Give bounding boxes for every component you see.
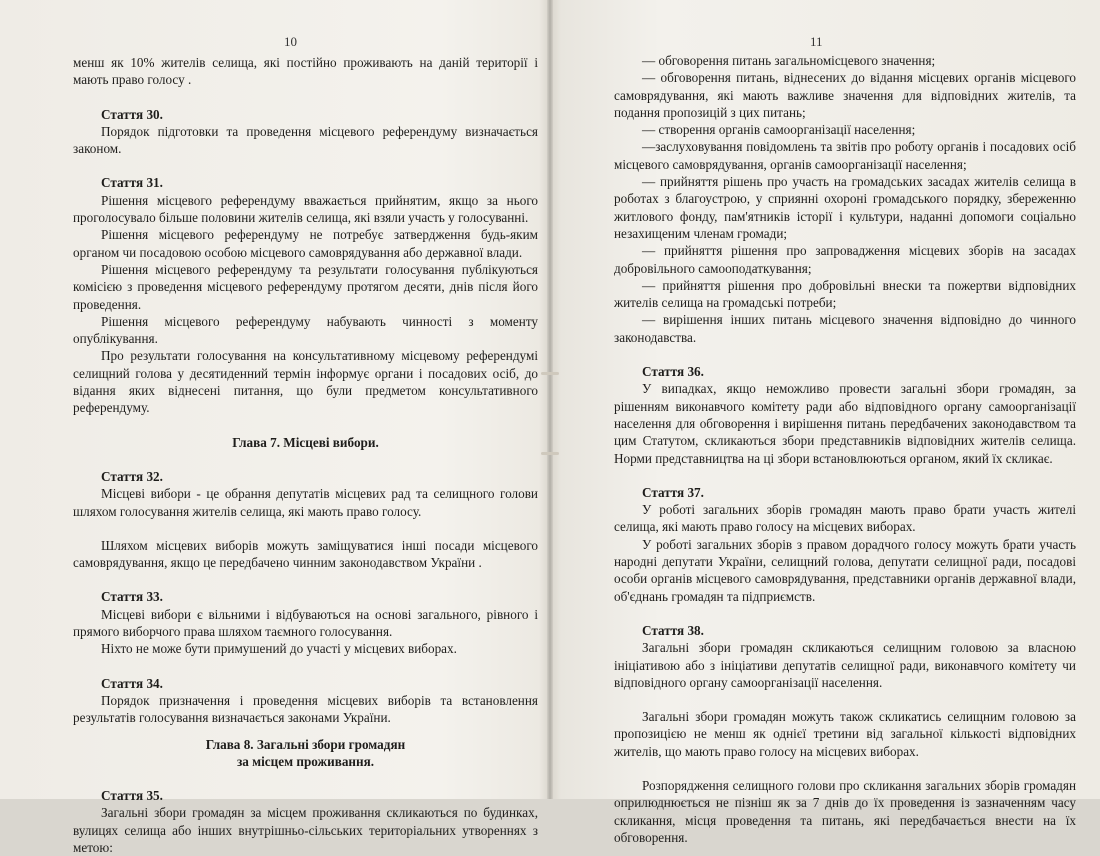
body-paragraph: Про результати голосування на консультативному місцевому референдумі селищний голова у десятиденний термін інформує органи і посадових осіб, до відання яких віднесені питання, що були предметом консультативного референдуму.: [73, 348, 538, 416]
body-paragraph: Рішення місцевого референдуму та результати голосування публікуються комісією з проведення місцевого референдуму протягом десяти, днів після його проведення.: [73, 261, 538, 312]
paragraph-spacer: [73, 157, 538, 174]
body-paragraph: Загальні збори громадян за місцем проживання скликаються по будинках, вулицях селища або інших внутрішньо-сільських територіальних утвореннях з метою:: [73, 805, 538, 855]
left-page: [0, 0, 550, 855]
article-heading: Стаття 32.: [101, 468, 163, 484]
chapter-heading: Глава 7. Місцеві вибори.: [232, 434, 379, 450]
paragraph-spacer: [614, 605, 1076, 622]
article-heading: Стаття 33.: [101, 589, 163, 605]
left-page-text: [73, 54, 538, 856]
body-paragraph: У роботі загальних зборів громадян мають право брати участь жителі селища, які мають право голосу на місцевих виборах.: [614, 502, 1076, 535]
article-heading: Стаття 37.: [642, 484, 704, 500]
paragraph-spacer: [614, 691, 1076, 708]
body-paragraph: Загальні збори громадян можуть також скликатись селищним головою за пропозицією не менш як однієї третини від загальної кількості відповідних жителів, що мають право голосу на місцевих виборах.: [614, 709, 1076, 759]
paragraph-spacer: [73, 417, 538, 434]
paragraph-spacer: [73, 770, 538, 787]
body-paragraph: Рішення місцевого референдуму не потребує затвердження будь-яким органом чи посадовою особою місцевого самоврядування або державної влади.: [73, 227, 538, 260]
body-paragraph: — прийняття рішення про запровадження місцевих зборів на засадах добровільного самооподаткування;: [614, 243, 1076, 276]
body-paragraph: —заслуховування повідомлень та звітів про роботу органів і посадових осіб місцевого самоврядування, органів самоорганізації населення;: [614, 139, 1076, 172]
paragraph-spacer: [73, 520, 538, 537]
article-heading: Стаття 38.: [642, 622, 704, 638]
body-paragraph: — вирішення інших питань місцевого значення відповідно до чинного законодавства.: [614, 312, 1076, 345]
body-paragraph: Ніхто не може бути примушений до участі у місцевих виборах.: [101, 641, 457, 657]
body-paragraph: — обговорення питань загальномісцевого значення;: [642, 53, 936, 68]
article-heading: Стаття 35.: [101, 788, 163, 804]
body-paragraph: — прийняття рішень про участь на громадських засадах жителів селища в роботах з благоустрою, у сприянні охороні громадського порядку, збереженню житлового фонду, пам'ятників історії і культури, наданні допомоги соціально незахищеним членам громади;: [614, 174, 1076, 241]
chapter-heading: Глава 8. Загальні збори громадян: [205, 736, 406, 752]
book-spine: [547, 0, 553, 799]
binding-staple-upper: [541, 372, 559, 375]
body-paragraph: Порядок призначення і проведення місцевих виборів та встановлення результатів голосування визначається законами України.: [73, 692, 538, 726]
right-page: [550, 0, 1100, 845]
paragraph-spacer: [73, 658, 538, 675]
body-paragraph: — прийняття рішення про добровільні внески та пожертви відповідних жителів селища на громадські потреби;: [614, 277, 1076, 311]
page-number-left: 10: [284, 34, 297, 49]
paragraph-spacer: [614, 467, 1076, 484]
paragraph-spacer: [614, 346, 1076, 363]
body-paragraph: Розпорядження селищного голови про скликання загальних зборів громадян оприлюднюється не пізніш як за 7 днів до їх проведення із зазначенням часу скликання, місця проведення та питань, які передбачається внести на їх обговорення.: [614, 777, 1076, 845]
body-paragraph: Місцеві вибори - це обрання депутатів місцевих рад та селищного голови шляхом голосування жителів селища, які мають право голосу.: [73, 486, 538, 519]
binding-staple-lower: [541, 452, 559, 455]
body-paragraph: Порядок підготовки та проведення місцевого референдуму визначається законом.: [73, 123, 538, 157]
paragraph-spacer: [614, 760, 1076, 777]
page-number-right: 11: [810, 34, 823, 49]
body-paragraph: У роботі загальних зборів з правом дорадчого голосу можуть брати участь народні депутати України, селищний голова, депутати селищної ради, посадові особи органів місцевого самоврядування, представники органів державної влади, об'єднань громадян та підприємств.: [614, 536, 1076, 604]
paragraph-spacer: [73, 727, 538, 736]
body-paragraph: Рішення місцевого референдуму вважається прийнятим, якщо за нього проголосувало більше половини жителів селища, які взяли участь у голосуванні.: [73, 192, 538, 226]
paragraph-spacer: [73, 451, 538, 468]
article-heading: Стаття 30.: [101, 106, 163, 122]
body-paragraph: Рішення місцевого референдуму набувають чинності з моменту опублікування.: [73, 313, 538, 347]
body-paragraph: — створення органів самоорганізації населення;: [642, 122, 916, 138]
chapter-heading: за місцем проживання.: [236, 753, 375, 769]
paragraph-spacer: [73, 89, 538, 106]
right-page-text: [614, 52, 1076, 846]
body-paragraph: Загальні збори громадян скликаються селищним головою за власною ініціативою або з ініціативи депутатів селищної ради, виконавчого комітету чи відповідного органу самоорганізації населення.: [614, 640, 1076, 690]
article-heading: Стаття 34.: [101, 675, 163, 691]
body-paragraph: Місцеві вибори є вільними і відбуваються на основі загального, рівного і прямого виборчого права шляхом таємного голосування.: [73, 606, 538, 640]
paragraph-spacer: [73, 571, 538, 588]
article-heading: Стаття 31.: [101, 175, 163, 191]
body-paragraph: — обговорення питань, віднесених до відання місцевих органів місцевого самоврядування, які мають важливе значення для відповідних жителів, та подання пропозицій з цих питань;: [614, 70, 1076, 120]
body-paragraph: менш як 10% жителів селища, які постійно проживають на даній території і мають право голосу .: [73, 55, 538, 88]
body-paragraph: Шляхом місцевих виборів можуть заміщуватися інші посади місцевого самоврядування, якщо це передбачено чинним законодавством України .: [73, 537, 538, 571]
body-paragraph: У випадках, якщо неможливо провести загальні збори громадян, за рішенням виконавчого комітету ради або відповідного органу самоорганізації населення для обговорення і вирішення питань передбачених законодавством та цим Статутом, скликаються збори представників відповідних жителів селища. Норми представництва на ці збори встановлюються органом, який їх скликає.: [614, 381, 1076, 466]
article-heading: Стаття 36.: [642, 364, 704, 380]
